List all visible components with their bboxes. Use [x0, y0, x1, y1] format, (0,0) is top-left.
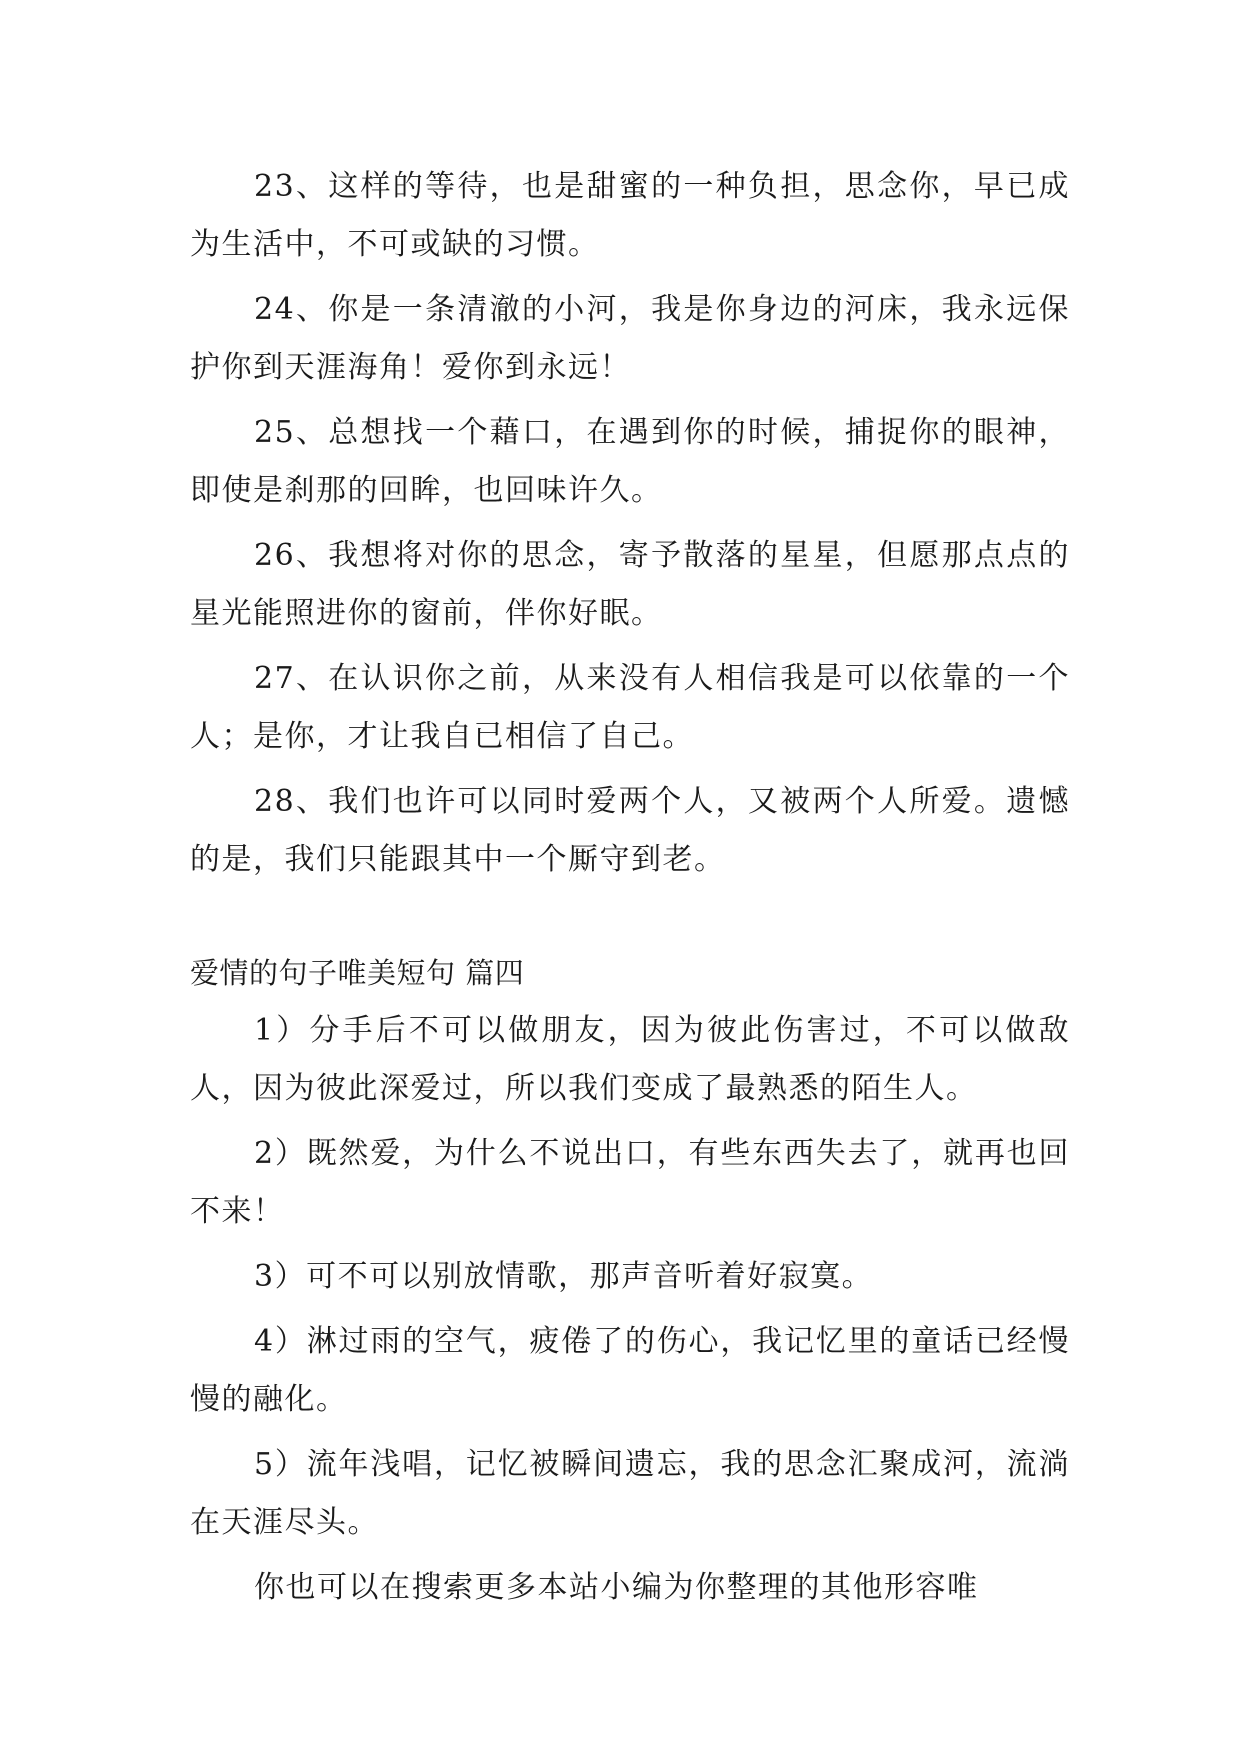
list-item: 3）可不可以别放情歌，那声音听着好寂寞。	[254, 1259, 874, 1294]
section-heading: 爱情的句子唯美短句 篇四	[190, 956, 525, 990]
list-item: 26、我想将对你的思念，寄予散落的星星，但愿那点点的星光能照进你的窗前，伴你好眠。	[190, 538, 1070, 631]
list-item: 25、总想找一个藉口，在遇到你的时候，捕捉你的眼神，即使是刹那的回眸，也回味许久。	[190, 415, 1070, 508]
list-item: 2）既然爱，为什么不说出口，有些东西失去了，就再也回不来！	[190, 1136, 1070, 1229]
list-item: 24、你是一条清澈的小河，我是你身边的河床，我永远保护你到天涯海角！爱你到永远！	[190, 292, 1070, 385]
list-item: 1）分手后不可以做朋友，因为彼此伤害过，不可以做敌人，因为彼此深爱过，所以我们变成了最熟悉的陌生人。	[190, 1013, 1070, 1106]
document-body	[190, 158, 1070, 1624]
list-item: 5）流年浅唱，记忆被瞬间遗忘，我的思念汇聚成河，流淌在天涯尽头。	[190, 1447, 1070, 1540]
list-item: 23、这样的等待，也是甜蜜的一种负担，思念你，早已成为生活中，不可或缺的习惯。	[190, 169, 1070, 262]
closing-paragraph: 你也可以在搜索更多本站小编为你整理的其他形容唯	[254, 1570, 979, 1605]
list-item: 27、在认识你之前，从来没有人相信我是可以依靠的一个人；是你，才让我自已相信了自己。	[190, 661, 1070, 754]
list-item: 28、我们也许可以同时爱两个人，又被两个人所爱。遗憾的是，我们只能跟其中一个厮守到老。	[190, 784, 1070, 877]
list-item: 4）淋过雨的空气，疲倦了的伤心，我记忆里的童话已经慢慢的融化。	[190, 1324, 1070, 1417]
